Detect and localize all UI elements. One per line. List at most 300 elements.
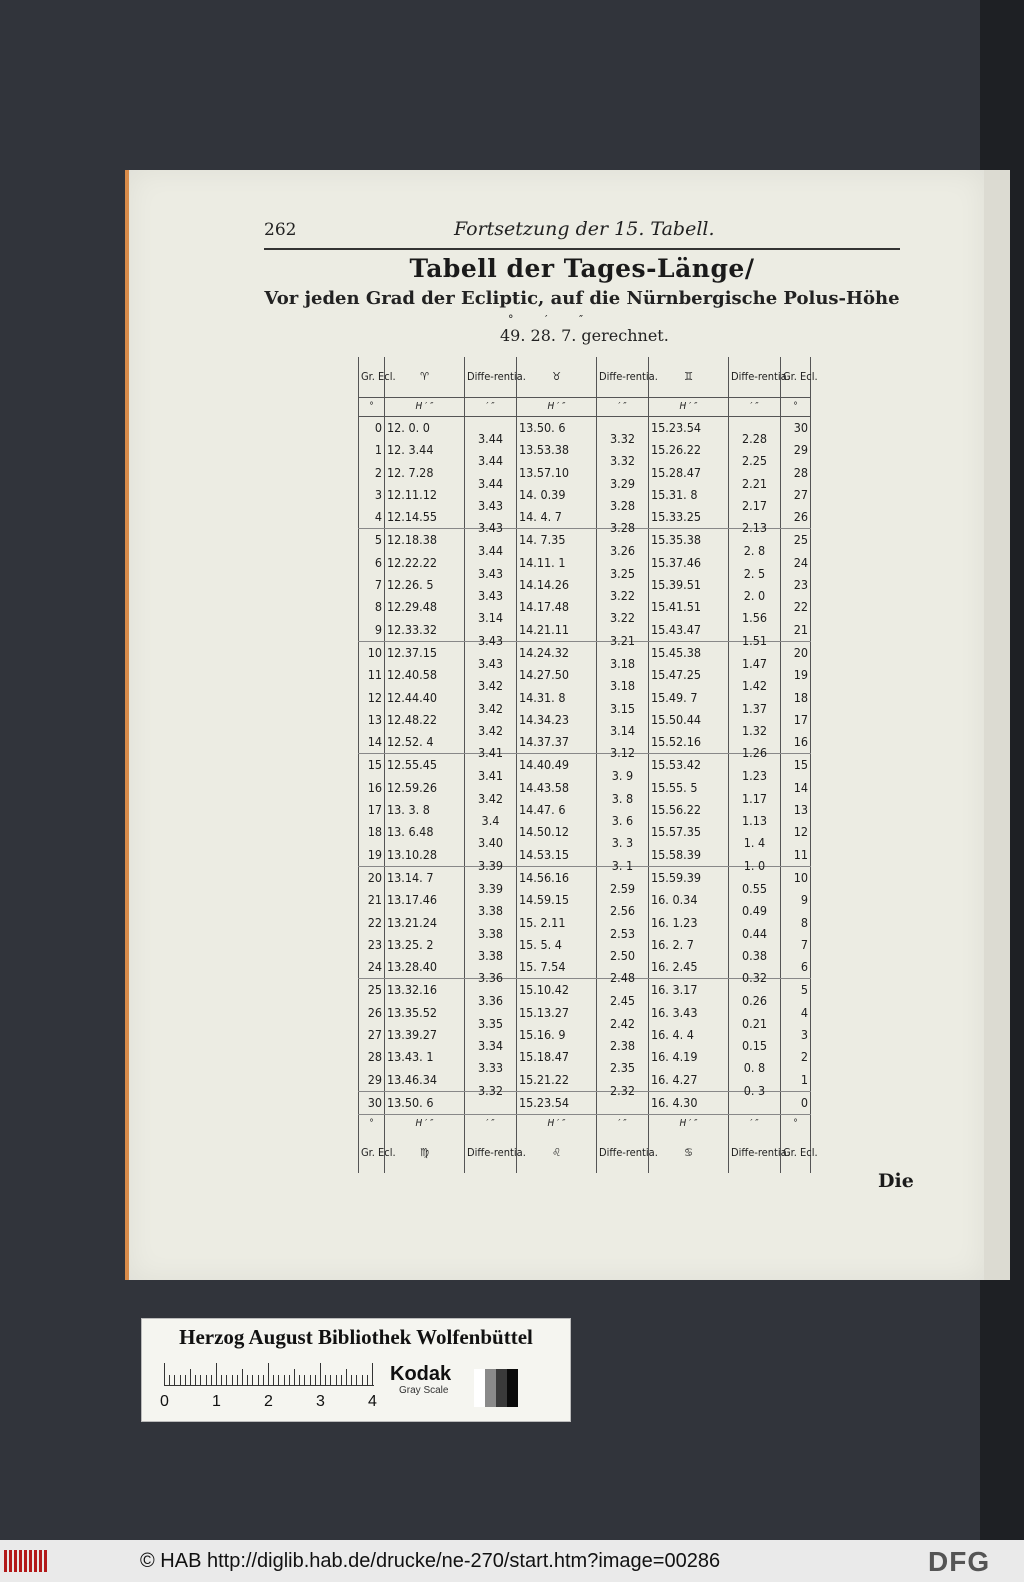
diff3-value: 1.32 (729, 720, 781, 742)
taurus-value: 14.31. 8 (517, 687, 597, 709)
ruler-tick (346, 1369, 347, 1385)
running-title: Fortsetzung der 15. Tabell. (454, 218, 715, 240)
diff3-value: 2. 8 (729, 540, 781, 563)
gr-cell: 3 (359, 484, 385, 506)
gr-cell: 24 (359, 956, 385, 979)
gr-cell: 14 (359, 731, 385, 754)
gr-cell: 0 (359, 417, 385, 440)
gr-cell: 25 (359, 979, 385, 1002)
gemini-value: 15.37.46 (649, 552, 729, 574)
diff1-value: 3.39 (465, 877, 517, 900)
aries-value: 13.43. 1 (385, 1046, 465, 1068)
unit-val2-b: H ′ ″ (517, 1115, 597, 1134)
ruler-tick (216, 1363, 217, 1385)
aries-value: 12. 7.28 (385, 462, 465, 484)
ruler-tick (185, 1375, 186, 1385)
gemini-value: 15.26.22 (649, 439, 729, 461)
unit-diff2-b: ′ ″ (597, 1115, 649, 1134)
diff3-value (729, 1102, 781, 1125)
gr-cell: 2 (359, 462, 385, 484)
ruler-tick (232, 1375, 233, 1385)
gemini-value: 15.53.42 (649, 754, 729, 777)
gemini-value: 15.28.47 (649, 462, 729, 484)
ruler-tick (310, 1375, 311, 1385)
diff2-value: 2.48 (597, 967, 649, 990)
ruler-tick (180, 1375, 181, 1385)
pole-height: 49. 28. 7. gerechnet. (500, 326, 669, 345)
ruler-tick (221, 1375, 222, 1385)
gr-right-cell: 14 (781, 777, 811, 799)
hab-logo-icon (4, 1550, 48, 1572)
ruler-tick (206, 1375, 207, 1385)
ruler-tick (315, 1375, 316, 1385)
diff1-value: 3.42 (465, 698, 517, 720)
gr-right-cell: 13 (781, 799, 811, 821)
header-gemini-sign: ♊ (649, 357, 729, 398)
gemini-value: 16. 3.17 (649, 979, 729, 1002)
gr-cell: 7 (359, 574, 385, 596)
footer-diff1: Diffe-rentia. (465, 1133, 517, 1173)
diff2-value: 2.32 (597, 1080, 649, 1103)
diff2-value: 3.25 (597, 563, 649, 585)
gemini-value: 16. 4. 4 (649, 1024, 729, 1046)
taurus-value: 13.50. 6 (517, 417, 597, 440)
diff1-value: 3.38 (465, 923, 517, 945)
taurus-value: 14.17.48 (517, 596, 597, 618)
table-header-row (359, 357, 811, 398)
diff1-value: 3.36 (465, 990, 517, 1013)
gemini-value: 15.35.38 (649, 529, 729, 552)
gr-right-cell: 30 (781, 417, 811, 440)
ruler-tick (200, 1375, 201, 1385)
taurus-value: 14. 0.39 (517, 484, 597, 506)
diff2-value: 3.28 (597, 517, 649, 540)
gr-cell: 1 (359, 439, 385, 461)
diff1-value: 3.43 (465, 585, 517, 607)
gr-right-cell: 3 (781, 1024, 811, 1046)
unit-val1: H ′ ″ (385, 398, 465, 417)
diff2-value: 2.56 (597, 900, 649, 922)
diff3-value: 0. 3 (729, 1080, 781, 1103)
units-row-top (359, 398, 811, 417)
ruler-tick (252, 1375, 253, 1385)
scale-number: 0 (160, 1393, 169, 1410)
aries-value: 12. 0. 0 (385, 417, 465, 440)
diff3-value: 1.56 (729, 607, 781, 629)
taurus-value: 13.53.38 (517, 439, 597, 461)
library-name: Herzog August Bibliothek Wolfenbüttel (179, 1325, 533, 1349)
pole-units: ° ′ ″ (508, 313, 598, 326)
gr-right-cell: 19 (781, 664, 811, 686)
diff3-value: 0.38 (729, 945, 781, 967)
diff2-value: 3. 3 (597, 832, 649, 854)
ruler-tick (247, 1375, 248, 1385)
gray-patch (474, 1369, 518, 1407)
page-number: 262 (264, 220, 297, 240)
aries-value: 12.52. 4 (385, 731, 465, 754)
taurus-value: 15.16. 9 (517, 1024, 597, 1046)
diff2-value: 3.22 (597, 607, 649, 629)
gemini-value: 15.59.39 (649, 866, 729, 889)
diff1-value: 3.38 (465, 900, 517, 922)
diff2-value: 3. 1 (597, 855, 649, 878)
unit-diff3: ′ ″ (729, 398, 781, 417)
ruler-tick (320, 1363, 321, 1385)
aries-value: 13. 3. 8 (385, 799, 465, 821)
diff3-value: 1.23 (729, 765, 781, 788)
diff2-value: 3.15 (597, 698, 649, 720)
aries-value: 12.33.32 (385, 619, 465, 642)
diff1-value: 3.33 (465, 1057, 517, 1079)
header-gr-right: Gr. Ecl. (781, 357, 811, 398)
source-url[interactable]: © HAB http://diglib.hab.de/drucke/ne-270/start.htm?image=00286 (140, 1550, 721, 1572)
gr-right-cell: 28 (781, 462, 811, 484)
aries-value: 12.22.22 (385, 552, 465, 574)
table-subtitle: Vor jeden Grad der Ecliptic, auf die Nürnbergische Polus-Höhe (264, 288, 900, 309)
diff1-value: 3.36 (465, 967, 517, 990)
gr-right-cell: 22 (781, 596, 811, 618)
diff2-value: 3. 8 (597, 788, 649, 810)
gr-cell: 12 (359, 687, 385, 709)
diff3-value: 2. 5 (729, 563, 781, 585)
taurus-value: 14.47. 6 (517, 799, 597, 821)
gr-cell: 5 (359, 529, 385, 552)
diff1-value: 3.43 (465, 563, 517, 585)
scale-ruler (164, 1361, 374, 1386)
gr-right-cell: 27 (781, 484, 811, 506)
taurus-value: 14.24.32 (517, 641, 597, 664)
ruler-tick (336, 1375, 337, 1385)
diff3-value: 2.17 (729, 495, 781, 517)
footer-diff2: Diffe-rentia. (597, 1133, 649, 1173)
diff3-value: 1.26 (729, 742, 781, 765)
gemini-value: 15.23.54 (649, 417, 729, 440)
taurus-value: 14.50.12 (517, 821, 597, 843)
diff2-value: 2.45 (597, 990, 649, 1013)
aries-value: 13. 6.48 (385, 821, 465, 843)
diff2-value: 3.22 (597, 585, 649, 607)
gr-right-cell: 2 (781, 1046, 811, 1068)
gemini-value: 16. 0.34 (649, 889, 729, 911)
gr-cell: 10 (359, 641, 385, 664)
diff3-value: 0.32 (729, 967, 781, 990)
taurus-value: 15. 5. 4 (517, 934, 597, 956)
footer-gr: Gr. Ecl. (359, 1133, 385, 1173)
gr-right-cell: 4 (781, 1002, 811, 1024)
diff2-value: 3.18 (597, 675, 649, 697)
aries-value: 13.39.27 (385, 1024, 465, 1046)
ruler-tick (263, 1375, 264, 1385)
diff1-value: 3.35 (465, 1013, 517, 1035)
gemini-value: 16. 2.45 (649, 956, 729, 979)
diff2-value: 3. 6 (597, 810, 649, 832)
diff3-value: 1. 4 (729, 832, 781, 854)
diff3-value: 2.13 (729, 517, 781, 540)
gemini-value: 15.50.44 (649, 709, 729, 731)
diff1-value: 3.14 (465, 607, 517, 629)
ruler-tick (289, 1375, 290, 1385)
gr-right-cell: 15 (781, 754, 811, 777)
scale-number: 1 (212, 1393, 221, 1410)
gr-right-cell: 7 (781, 934, 811, 956)
diff1-value: 3.39 (465, 855, 517, 878)
gr-right-cell: 8 (781, 912, 811, 934)
footer-bar (0, 1540, 1024, 1582)
taurus-value: 14.11. 1 (517, 552, 597, 574)
taurus-value: 15.13.27 (517, 1002, 597, 1024)
ruler-tick (367, 1375, 368, 1385)
scale-number: 2 (264, 1393, 273, 1410)
gr-right-cell: 0 (781, 1091, 811, 1114)
gr-cell: 20 (359, 866, 385, 889)
header-diff3: Diffe-rentia. (729, 357, 781, 398)
gr-cell: 9 (359, 619, 385, 642)
gr-right-cell: 20 (781, 641, 811, 664)
table-row (359, 417, 811, 440)
gemini-value: 15.39.51 (649, 574, 729, 596)
diff3-value: 0.15 (729, 1035, 781, 1057)
diff2-value: 3.26 (597, 540, 649, 563)
table-title: Tabell der Tages-Länge/ (409, 254, 755, 283)
gemini-value: 16. 4.19 (649, 1046, 729, 1068)
gr-right-cell: 24 (781, 552, 811, 574)
unit-val2: H ′ ″ (517, 398, 597, 417)
unit-gr-right: ° (781, 398, 811, 417)
running-header (264, 218, 900, 250)
taurus-value: 13.57.10 (517, 462, 597, 484)
aries-value: 12. 3.44 (385, 439, 465, 461)
aries-value: 12.37.15 (385, 641, 465, 664)
ruler-tick (268, 1363, 269, 1385)
dfg-logo: DFG (928, 1546, 991, 1577)
gr-cell: 18 (359, 821, 385, 843)
gr-cell: 21 (359, 889, 385, 911)
diff3-value: 2. 0 (729, 585, 781, 607)
aries-value: 12.44.40 (385, 687, 465, 709)
taurus-value: 14. 7.35 (517, 529, 597, 552)
gr-cell: 8 (359, 596, 385, 618)
diff3-value: 2.21 (729, 473, 781, 495)
diff1-value: 3.43 (465, 495, 517, 517)
diff1-value: 3.44 (465, 473, 517, 495)
diff1-value: 3.40 (465, 832, 517, 854)
ruler-tick (330, 1375, 331, 1385)
gemini-value: 15.33.25 (649, 506, 729, 529)
aries-value: 12.26. 5 (385, 574, 465, 596)
gr-right-cell: 1 (781, 1069, 811, 1092)
diff2-value: 3.21 (597, 630, 649, 653)
diff3-value: 1.13 (729, 810, 781, 832)
gemini-value: 16. 4.27 (649, 1069, 729, 1092)
diff2-value: 2.38 (597, 1035, 649, 1057)
unit-val1-b: H ′ ″ (385, 1115, 465, 1134)
ruler-tick (325, 1375, 326, 1385)
unit-gr-right-b: ° (781, 1115, 811, 1134)
gr-cell: 23 (359, 934, 385, 956)
kodak-brand: Kodak (390, 1363, 452, 1385)
ruler-tick (294, 1369, 295, 1385)
diff1-value (465, 1102, 517, 1125)
ruler-tick (164, 1363, 165, 1385)
diff2-value: 2.53 (597, 923, 649, 945)
aries-value: 13.17.46 (385, 889, 465, 911)
aries-value: 13.50. 6 (385, 1091, 465, 1114)
aries-value: 12.14.55 (385, 506, 465, 529)
gr-right-cell: 16 (781, 731, 811, 754)
gr-right-cell: 6 (781, 956, 811, 979)
ruler-tick (237, 1375, 238, 1385)
diff2-value: 3.32 (597, 428, 649, 451)
gemini-value: 15.47.25 (649, 664, 729, 686)
diff1-value: 3.42 (465, 720, 517, 742)
ruler-tick (278, 1375, 279, 1385)
header-diff1: Diffe-rentia. (465, 357, 517, 398)
gr-right-cell: 25 (781, 529, 811, 552)
diff1-value: 3.43 (465, 517, 517, 540)
unit-diff3-b: ′ ″ (729, 1115, 781, 1134)
ruler-tick (356, 1375, 357, 1385)
header-gr: Gr. Ecl. (359, 357, 385, 398)
gr-cell: 6 (359, 552, 385, 574)
diff3-value: 1.42 (729, 675, 781, 697)
ruler-tick (341, 1375, 342, 1385)
gemini-value: 15.43.47 (649, 619, 729, 642)
header-diff2: Diffe-rentia. (597, 357, 649, 398)
aries-value: 13.10.28 (385, 844, 465, 867)
diff2-value: 2.50 (597, 945, 649, 967)
gemini-value: 16. 3.43 (649, 1002, 729, 1024)
gr-right-cell: 17 (781, 709, 811, 731)
diff1-value: 3.4 (465, 810, 517, 832)
footer-cancer-sign: ♋ (649, 1133, 729, 1173)
taurus-value: 14.37.37 (517, 731, 597, 754)
unit-diff1-b: ′ ″ (465, 1115, 517, 1134)
aries-value: 12.40.58 (385, 664, 465, 686)
taurus-value: 15. 7.54 (517, 956, 597, 979)
taurus-value: 15.18.47 (517, 1046, 597, 1068)
diff1-value: 3.34 (465, 1035, 517, 1057)
gr-right-cell: 11 (781, 844, 811, 867)
gemini-value: 15.41.51 (649, 596, 729, 618)
ruler-tick (273, 1375, 274, 1385)
aries-value: 12.18.38 (385, 529, 465, 552)
taurus-value: 15.23.54 (517, 1091, 597, 1114)
taurus-value: 14.43.58 (517, 777, 597, 799)
taurus-value: 14.14.26 (517, 574, 597, 596)
ruler-tick (304, 1375, 305, 1385)
unit-val3-b: H ′ ″ (649, 1115, 729, 1134)
diff3-value: 0.44 (729, 923, 781, 945)
footer-diff3: Diffe-rentia. (729, 1133, 781, 1173)
diff2-value (597, 1102, 649, 1125)
taurus-value: 14.59.15 (517, 889, 597, 911)
diff2-value: 2.59 (597, 877, 649, 900)
diff1-value: 3.32 (465, 1080, 517, 1103)
aries-value: 12.11.12 (385, 484, 465, 506)
diff2-value: 3.28 (597, 495, 649, 517)
diff2-value: 3.29 (597, 473, 649, 495)
taurus-value: 14.53.15 (517, 844, 597, 867)
gr-cell: 11 (359, 664, 385, 686)
gemini-value: 15.57.35 (649, 821, 729, 843)
header-aries-sign: ♈ (385, 357, 465, 398)
taurus-value: 14.21.11 (517, 619, 597, 642)
gemini-value: 15.52.16 (649, 731, 729, 754)
gr-cell: 17 (359, 799, 385, 821)
ruler-tick (372, 1363, 373, 1385)
gr-right-cell: 21 (781, 619, 811, 642)
diff3-value: 1. 0 (729, 855, 781, 878)
header-taurus-sign: ♉ (517, 357, 597, 398)
diff3-value: 1.47 (729, 652, 781, 675)
gr-right-cell: 5 (781, 979, 811, 1002)
aries-value: 12.48.22 (385, 709, 465, 731)
diff2-value: 3.14 (597, 720, 649, 742)
diff1-value: 3.42 (465, 788, 517, 810)
aries-value: 13.14. 7 (385, 866, 465, 889)
diff3-value: 0.49 (729, 900, 781, 922)
diff3-value: 2.28 (729, 428, 781, 451)
gemini-value: 16. 4.30 (649, 1091, 729, 1114)
gr-right-cell: 23 (781, 574, 811, 596)
aries-value: 13.21.24 (385, 912, 465, 934)
gr-right-cell: 10 (781, 866, 811, 889)
diff2-value: 3. 9 (597, 765, 649, 788)
gr-cell: 26 (359, 1002, 385, 1024)
unit-diff1: ′ ″ (465, 398, 517, 417)
catchword: Die (878, 1170, 914, 1192)
diff3-value: 0.55 (729, 877, 781, 900)
gr-cell: 16 (359, 777, 385, 799)
day-length-table (358, 357, 818, 1173)
gemini-value: 15.45.38 (649, 641, 729, 664)
gr-cell: 22 (359, 912, 385, 934)
diff1-value: 3.44 (465, 428, 517, 451)
diff2-value: 3.18 (597, 652, 649, 675)
taurus-value: 14.27.50 (517, 664, 597, 686)
aries-value: 13.25. 2 (385, 934, 465, 956)
diff1-value: 3.44 (465, 540, 517, 563)
diff3-value: 0. 8 (729, 1057, 781, 1079)
gr-cell: 13 (359, 709, 385, 731)
diff2-value: 2.35 (597, 1057, 649, 1079)
diff1-value: 3.43 (465, 652, 517, 675)
taurus-value: 14.40.49 (517, 754, 597, 777)
taurus-value: 14. 4. 7 (517, 506, 597, 529)
gemini-value: 15.58.39 (649, 844, 729, 867)
unit-gr-b: ° (359, 1115, 385, 1134)
gemini-value: 15.49. 7 (649, 687, 729, 709)
ruler-tick (258, 1375, 259, 1385)
scale-number: 4 (368, 1393, 377, 1410)
unit-gr: ° (359, 398, 385, 417)
gr-cell: 19 (359, 844, 385, 867)
footer-leo-sign: ♌ (517, 1133, 597, 1173)
gr-cell: 15 (359, 754, 385, 777)
diff1-value: 3.43 (465, 630, 517, 653)
taurus-value: 15.21.22 (517, 1069, 597, 1092)
gemini-value: 16. 1.23 (649, 912, 729, 934)
taurus-value: 15.10.42 (517, 979, 597, 1002)
diff2-value: 3.12 (597, 742, 649, 765)
unit-val3: H ′ ″ (649, 398, 729, 417)
gr-right-cell: 29 (781, 439, 811, 461)
taurus-value: 14.34.23 (517, 709, 597, 731)
diff2-value: 3.32 (597, 450, 649, 472)
ruler-tick (299, 1375, 300, 1385)
gr-right-cell: 9 (781, 889, 811, 911)
aries-value: 12.55.45 (385, 754, 465, 777)
